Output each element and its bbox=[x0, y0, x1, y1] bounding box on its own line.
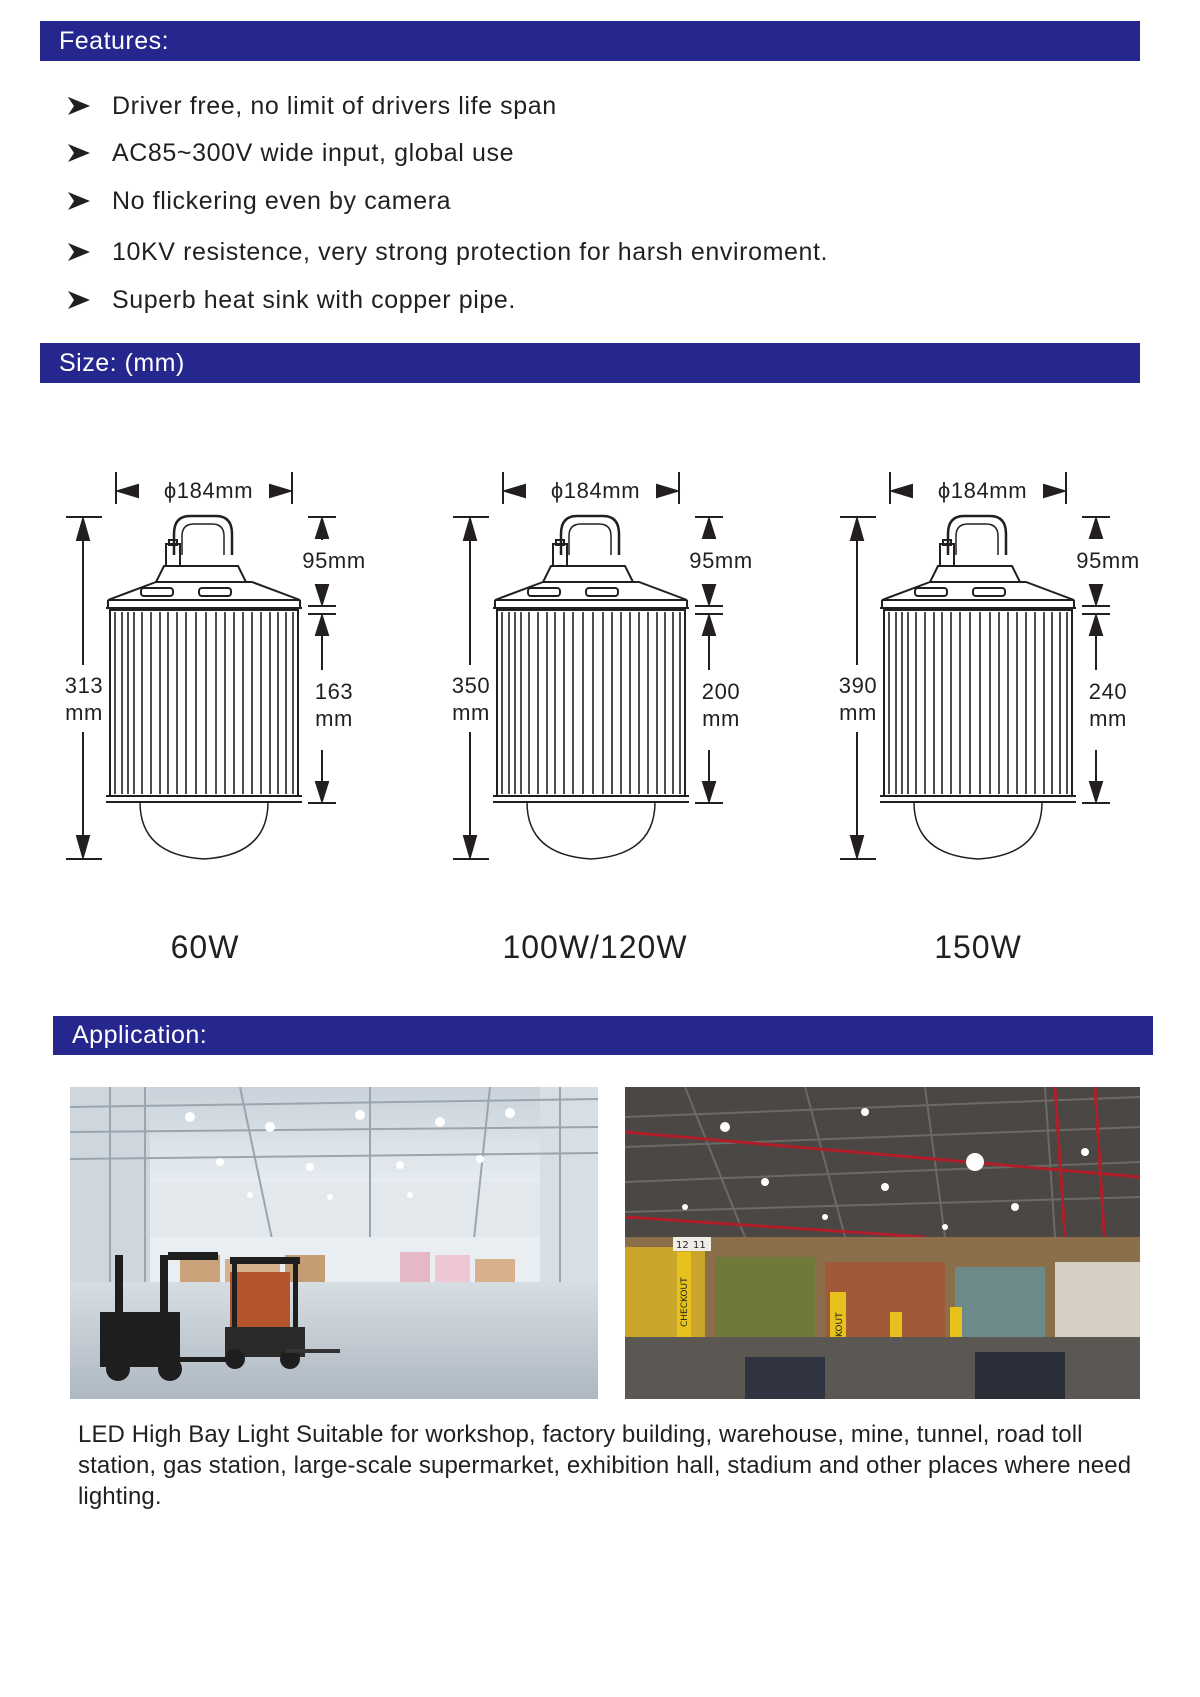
lamp-dimension-diagram bbox=[443, 470, 823, 890]
wattage-label: 150W bbox=[934, 929, 1022, 965]
body-height-unit: mm bbox=[702, 706, 740, 731]
application-heading: Application: bbox=[72, 1021, 208, 1049]
diameter-label: ϕ184mm bbox=[937, 478, 1028, 503]
body-height-unit: mm bbox=[1089, 706, 1127, 731]
high-bay-lamp-drawing bbox=[443, 470, 823, 890]
wattage-label: 60W bbox=[170, 929, 240, 965]
high-bay-lamp-drawing bbox=[56, 470, 436, 890]
checkout-sign-text: CHECKOUT bbox=[680, 1277, 690, 1327]
feature-text: Driver free, no limit of drivers life span bbox=[112, 91, 557, 120]
features-heading: Features: bbox=[59, 26, 170, 55]
body-height-value: 163 bbox=[314, 679, 354, 704]
wattage-label: 100W/120W bbox=[502, 929, 688, 965]
application-heading-bar bbox=[53, 1016, 1153, 1055]
total-height-label bbox=[443, 672, 499, 726]
supermarket-interior-photo bbox=[625, 1087, 1140, 1399]
diameter-label: ϕ184mm bbox=[550, 478, 641, 503]
arrowhead-bullet-icon bbox=[62, 288, 112, 312]
top-height-label: 95mm bbox=[1076, 548, 1140, 573]
lamp-dimension-diagram bbox=[56, 470, 436, 890]
body-height-value: 200 bbox=[701, 679, 741, 704]
features-heading-bar bbox=[40, 21, 1140, 61]
feature-item bbox=[62, 282, 1062, 318]
feature-text: Superb heat sink with copper pipe. bbox=[112, 285, 516, 314]
total-height-label bbox=[830, 672, 886, 726]
total-height-value: 350 bbox=[451, 673, 491, 698]
feature-item bbox=[62, 135, 1062, 171]
diameter-label: ϕ184mm bbox=[163, 478, 254, 503]
body-height-value: 240 bbox=[1088, 679, 1128, 704]
feature-text: 10KV resistence, very strong protection for harsh enviroment. bbox=[112, 237, 829, 266]
total-height-unit: mm bbox=[65, 700, 103, 725]
feature-text: No flickering even by camera bbox=[112, 186, 452, 215]
size-heading: Size: (mm) bbox=[59, 348, 185, 377]
total-height-label bbox=[56, 672, 112, 726]
arrowhead-bullet-icon bbox=[62, 240, 112, 264]
arrowhead-bullet-icon bbox=[62, 141, 112, 165]
size-heading-bar bbox=[40, 343, 1140, 383]
warehouse-forklift-photo bbox=[70, 1087, 598, 1399]
feature-item bbox=[62, 234, 1062, 270]
lamp-dimension-diagram bbox=[830, 470, 1200, 890]
body-height-unit: mm bbox=[315, 706, 353, 731]
feature-item bbox=[62, 88, 1062, 124]
feature-item bbox=[62, 183, 1062, 219]
checkout-number-sign: 11 bbox=[693, 1240, 706, 1251]
total-height-value: 390 bbox=[838, 673, 878, 698]
total-height-unit: mm bbox=[839, 700, 877, 725]
top-height-label: 95mm bbox=[302, 548, 366, 573]
top-height-label: 95mm bbox=[689, 548, 753, 573]
body-height-label bbox=[685, 678, 757, 732]
checkout-number-sign: 12 bbox=[676, 1240, 689, 1251]
arrowhead-bullet-icon bbox=[62, 189, 112, 213]
arrowhead-bullet-icon bbox=[62, 94, 112, 118]
body-height-label bbox=[298, 678, 370, 732]
feature-text: AC85~300V wide input, global use bbox=[112, 138, 515, 167]
application-description: LED High Bay Light Suitable for workshop, factory building, warehouse, mine, tunnel, road toll station, gas station, large-scale supermarket, exhibition hall, stadium and other places where need lighting. bbox=[78, 1421, 1132, 1510]
body-height-label bbox=[1072, 678, 1144, 732]
total-height-unit: mm bbox=[452, 700, 490, 725]
total-height-value: 313 bbox=[64, 673, 104, 698]
